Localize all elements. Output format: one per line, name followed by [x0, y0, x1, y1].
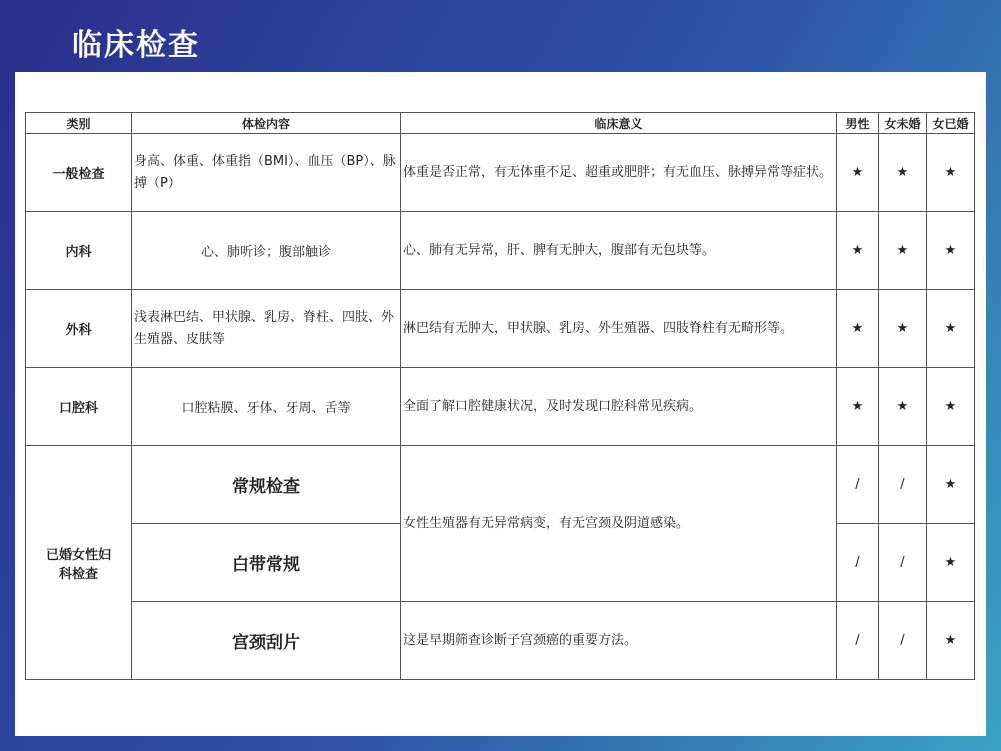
- mark-female-married: ★: [927, 368, 975, 446]
- mark-female-married: ★: [927, 446, 975, 524]
- table-row: [26, 134, 975, 212]
- gyn-category: 已婚女性妇科检查: [26, 446, 132, 680]
- row-content: 身高、体重、体重指（BMI）、血压（BP）、脉搏（P）: [132, 134, 401, 212]
- header-content: 体检内容: [132, 113, 401, 134]
- row-category: 内科: [26, 212, 132, 290]
- gyn-shared-meaning: 女性生殖器有无异常病变，有无宫颈及阴道感染。: [401, 446, 837, 602]
- row-content: 口腔粘膜、牙体、牙周、舌等: [132, 368, 401, 446]
- header-meaning: 临床意义: [401, 113, 837, 134]
- row-category: 口腔科: [26, 368, 132, 446]
- exam-table: [25, 112, 975, 680]
- row-content: 浅表淋巴结、甲状腺、乳房、脊柱、四肢、外生殖器、皮肤等: [132, 290, 401, 368]
- header-female-married: 女已婚: [927, 113, 975, 134]
- row-meaning: 全面了解口腔健康状况，及时发现口腔科常见疾病。: [401, 368, 837, 446]
- mark-female-married: ★: [927, 602, 975, 680]
- mark-male: ★: [837, 212, 879, 290]
- gyn-item-routine: 常规检查: [132, 446, 401, 524]
- table-row: [26, 212, 975, 290]
- mark-female-unmarried: /: [879, 524, 927, 602]
- gyn-item-leucorrhea: 白带常规: [132, 524, 401, 602]
- row-content: 心、肺听诊；腹部触诊: [132, 212, 401, 290]
- row-category: 外科: [26, 290, 132, 368]
- row-meaning: 心、肺有无异常，肝、脾有无肿大，腹部有无包块等。: [401, 212, 837, 290]
- mark-male: ★: [837, 368, 879, 446]
- mark-female-married: ★: [927, 290, 975, 368]
- content-panel: [15, 72, 986, 736]
- table-row: [26, 290, 975, 368]
- mark-female-married: ★: [927, 524, 975, 602]
- page-title: 临床检查: [72, 28, 200, 63]
- mark-female-married: ★: [927, 212, 975, 290]
- table-row: [26, 446, 975, 524]
- mark-female-unmarried: ★: [879, 134, 927, 212]
- row-category: 一般检查: [26, 134, 132, 212]
- mark-female-unmarried: ★: [879, 368, 927, 446]
- mark-female-unmarried: /: [879, 602, 927, 680]
- mark-male: ★: [837, 290, 879, 368]
- mark-female-unmarried: /: [879, 446, 927, 524]
- mark-male: ★: [837, 134, 879, 212]
- header-male: 男性: [837, 113, 879, 134]
- gyn-pap-meaning: 这是早期筛查诊断子宫颈癌的重要方法。: [401, 602, 837, 680]
- mark-male: /: [837, 446, 879, 524]
- mark-male: /: [837, 524, 879, 602]
- header-female-unmarried: 女未婚: [879, 113, 927, 134]
- table-row: [26, 602, 975, 680]
- mark-male: /: [837, 602, 879, 680]
- row-meaning: 淋巴结有无肿大，甲状腺、乳房、外生殖器、四肢脊柱有无畸形等。: [401, 290, 837, 368]
- mark-female-married: ★: [927, 134, 975, 212]
- row-meaning: 体重是否正常，有无体重不足、超重或肥胖；有无血压、脉搏异常等症状。: [401, 134, 837, 212]
- table-row: [26, 368, 975, 446]
- mark-female-unmarried: ★: [879, 212, 927, 290]
- gyn-item-pap-smear: 宫颈刮片: [132, 602, 401, 680]
- table-header-row: [26, 113, 975, 134]
- header-category: 类别: [26, 113, 132, 134]
- mark-female-unmarried: ★: [879, 290, 927, 368]
